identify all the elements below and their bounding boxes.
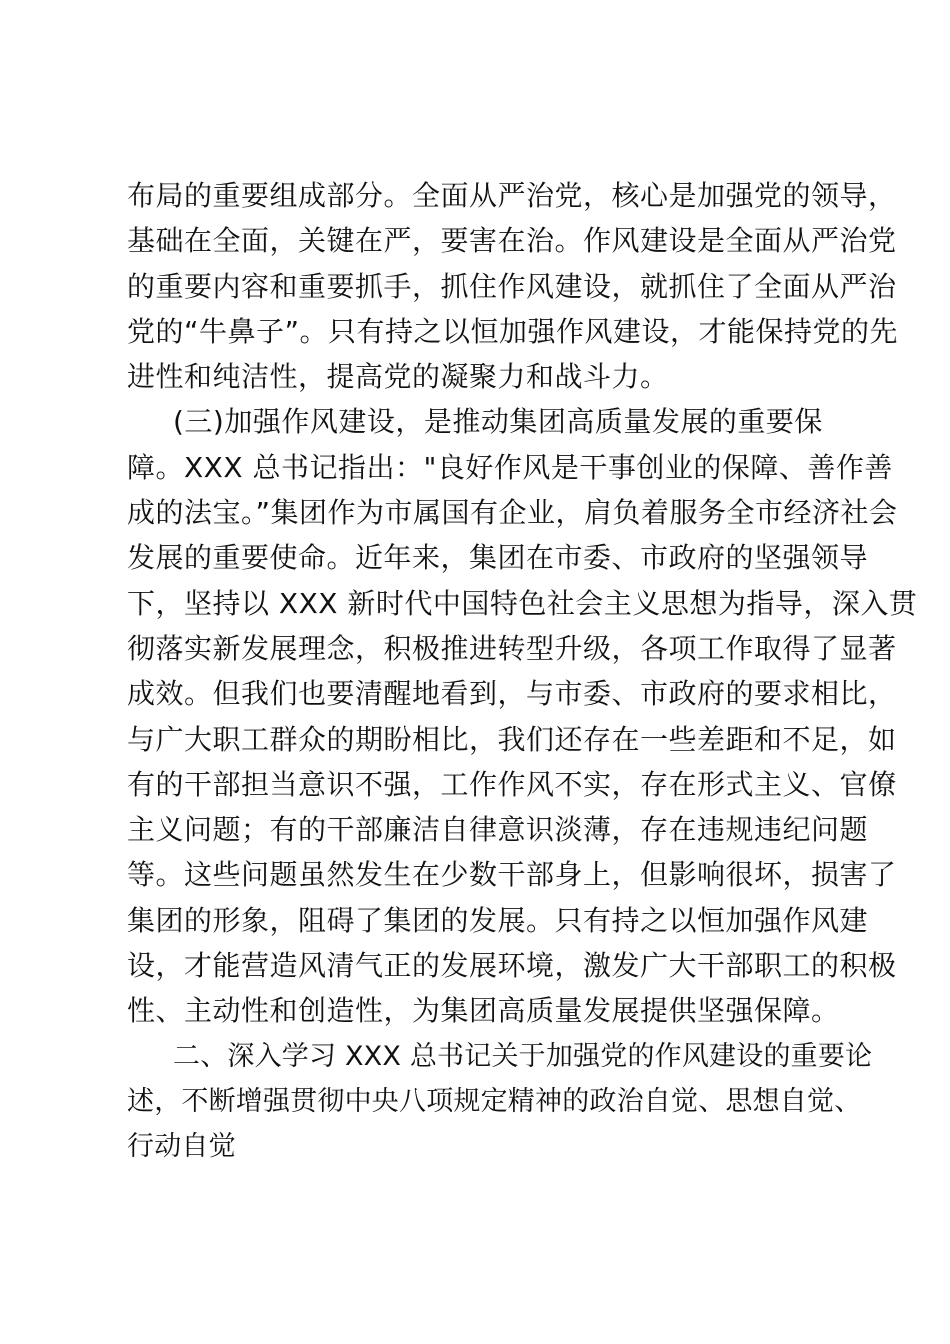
text-line: 性、主动性和创造性，为集团高质量发展提供坚强保障。 [127, 994, 840, 1028]
text-line: 集团的形象，阻碍了集团的发展。只有持之以恒加强作风建 [127, 903, 869, 937]
document-body [127, 173, 918, 1170]
text-line: 成的法宝。”集团作为市属国有企业，肩负着服务全市经济社会 [127, 496, 898, 530]
text-line: 主义问题；有的干部廉洁自律意识淡薄，存在违规违纪问题 [127, 813, 869, 847]
paragraph-party-governance [127, 173, 899, 399]
text-line: 发展的重要使命。近年来，集团在市委、市政府的坚强领导 [127, 541, 869, 575]
text-line: 的重要内容和重要抓手，抓住作风建设，就抓住了全面从严治 [127, 269, 897, 303]
text-line: 成效。但我们也要清醒地看到，与市委、市政府的要求相比， [127, 677, 897, 711]
text-line: 障。XXX 总书记指出："良好作风是干事创业的保障、善作善 [127, 450, 893, 484]
text-line: 布局的重要组成部分。全面从严治党，核心是加强党的领导， [127, 179, 897, 212]
text-line: 下，坚持以 XXX 新时代中国特色社会主义思想为指导，深入贯 [127, 586, 918, 620]
text-line: 与广大职工群众的期盼相比，我们还存在一些差距和不足，如 [127, 722, 897, 756]
text-line: 有的干部担当意识不强，工作作风不实，存在形式主义、官僚 [127, 767, 897, 801]
text-line-indented: (三)加强作风建设，是推动集团高质量发展的重要保 [173, 405, 823, 439]
text-line: 基础在全面，关键在严，要害在治。作风建设是全面从严治党 [127, 224, 897, 258]
text-line: 彻落实新发展理念，积极推进转型升级，各项工作取得了显著 [127, 631, 897, 665]
text-line: 设，才能营造风清气正的发展环境，激发广大干部职工的积极 [127, 949, 897, 983]
heading-line: 行动自觉 [127, 1131, 236, 1163]
heading-line: 述，不断增强贯彻中央八项规定精神的政治自觉、思想自觉、 [127, 1085, 862, 1117]
text-line: 进性和纯洁性，提高党的凝聚力和战斗力。 [127, 360, 669, 394]
paragraph-group-development [127, 399, 918, 1033]
text-line: 等。这些问题虽然发生在少数干部身上，但影响很坏，损害了 [127, 858, 897, 892]
heading-line-indented: 二、深入学习 XXX 总书记关于加强党的作风建设的重要论 [173, 1040, 873, 1072]
text-line: 党的“牛鼻子”。只有持之以恒加强作风建设，才能保持党的先 [127, 314, 899, 348]
section-heading [127, 1034, 873, 1170]
